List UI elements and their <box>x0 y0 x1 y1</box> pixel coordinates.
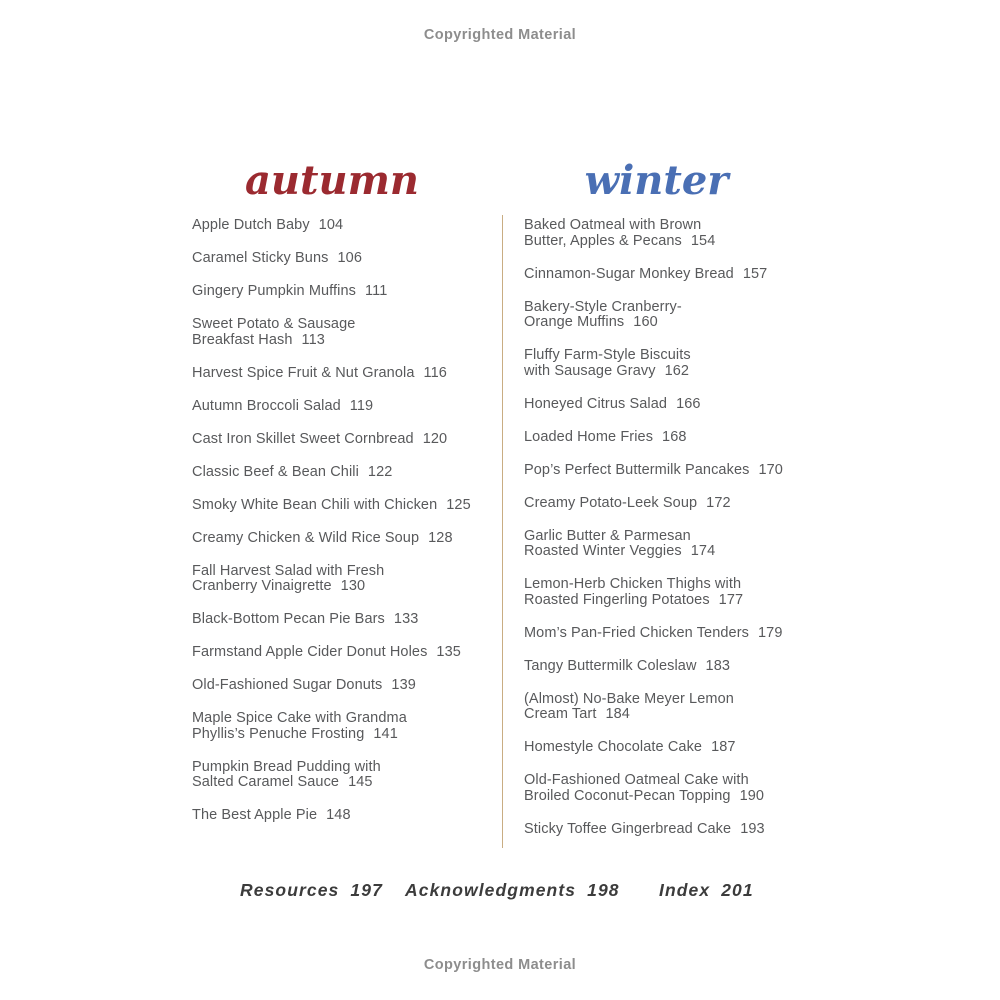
toc-item <box>524 430 814 446</box>
toc-item <box>524 659 814 675</box>
page-number: 106 <box>337 250 362 266</box>
page-number: 157 <box>742 265 768 282</box>
recipe-title-line: Pumpkin Bread Pudding with <box>192 758 381 775</box>
toc-item <box>524 773 814 804</box>
recipe-title-line: Pop’s Perfect Buttermilk Pancakes <box>524 461 750 478</box>
page-number: 130 <box>340 578 366 594</box>
page-number: 198 <box>587 880 620 900</box>
recipe-title-line: Maple Spice Cake with Grandma <box>192 710 407 726</box>
toc-item <box>192 218 492 234</box>
recipe-title-line: Mom’s Pan-Fried Chicken Tenders <box>524 624 749 641</box>
recipe-title-line: Roasted Fingerling Potatoes <box>524 591 710 608</box>
toc-item <box>192 465 492 481</box>
recipe-title-line: Roasted Winter Veggies <box>524 543 682 559</box>
toc-item <box>192 284 492 300</box>
toc-item <box>192 808 492 824</box>
recipe-title-line: Farmstand Apple Cider Donut Holes <box>192 644 428 660</box>
toc-item <box>524 348 814 379</box>
toc-item <box>524 300 814 331</box>
recipe-title-line: Baked Oatmeal with Brown <box>524 217 702 233</box>
recipe-title-line: Cream Tart <box>524 706 597 722</box>
copyright-banner-top: Copyrighted Material <box>423 27 577 43</box>
page-number: 187 <box>711 739 736 755</box>
footer-label: Acknowledgments <box>405 880 577 900</box>
recipe-title-line: Cast Iron Skillet Sweet Cornbread <box>192 430 414 447</box>
page-number: 177 <box>718 591 744 608</box>
toc-item <box>192 711 492 742</box>
recipe-title-line: Loaded Home Fries <box>524 428 654 445</box>
page-number: 172 <box>706 494 731 511</box>
recipe-title-line: Sticky Toffee Gingerbread Cake <box>524 820 732 837</box>
recipe-title-line: with Sausage Gravy <box>524 362 656 379</box>
recipe-title-line: Lemon-Herb Chicken Thighs with <box>524 576 742 592</box>
recipe-title-line: Sweet Potato & Sausage <box>192 316 356 332</box>
toc-item <box>524 740 814 756</box>
page-number: 145 <box>348 774 373 790</box>
page-number: 190 <box>739 787 765 804</box>
toc-item <box>192 432 492 448</box>
recipe-title-line: Homestyle Chocolate Cake <box>524 739 703 755</box>
page-number: 133 <box>393 611 419 627</box>
recipe-title-line: Breakfast Hash <box>192 331 293 348</box>
page-number: 148 <box>326 807 351 823</box>
page-number: 125 <box>446 496 471 513</box>
toc-item <box>192 645 492 661</box>
recipe-title-line: Bakery-Style Cranberry- <box>524 298 682 315</box>
toc-item <box>524 463 814 479</box>
recipe-title-line: Honeyed Citrus Salad <box>524 395 668 412</box>
page-number: 197 <box>350 880 383 900</box>
page-number: 135 <box>436 644 461 660</box>
recipe-title-line: Harvest Spice Fruit & Nut Granola <box>192 364 415 381</box>
toc-item <box>192 366 492 382</box>
recipe-title-line: Creamy Potato-Leek Soup <box>524 494 698 511</box>
section-heading-autumn: autumn <box>245 157 419 204</box>
recipe-title-line: (Almost) No-Bake Meyer Lemon <box>524 690 734 707</box>
section-heading-winter: winter <box>584 157 729 204</box>
page-number: 111 <box>365 283 388 299</box>
page-number: 104 <box>318 217 344 233</box>
page-number: 139 <box>391 677 416 693</box>
page-number: 122 <box>367 463 393 480</box>
recipe-title-line: Garlic Butter & Parmesan <box>524 527 691 544</box>
page-number: 160 <box>633 314 658 330</box>
footer-entry-index <box>659 880 754 901</box>
footer-entry-acknowledgments <box>405 880 620 901</box>
recipe-title-line: Gingery Pumpkin Muffins <box>192 283 357 299</box>
footer-entry-resources <box>240 880 383 901</box>
toc-item <box>192 399 492 415</box>
recipe-title-line: Old-Fashioned Sugar Donuts <box>192 677 383 693</box>
recipe-title-line: Old-Fashioned Oatmeal Cake with <box>524 772 749 788</box>
toc-item <box>192 498 492 514</box>
page-number: 154 <box>690 232 716 249</box>
toc-item <box>192 760 492 791</box>
recipe-title-line: Tangy Buttermilk Coleslaw <box>524 657 697 674</box>
toc-item <box>524 529 814 560</box>
toc-item <box>524 626 814 642</box>
toc-item <box>524 267 814 283</box>
toc-item <box>524 577 814 608</box>
recipe-title-line: Broiled Coconut-Pecan Topping <box>524 787 731 804</box>
page-number: 120 <box>422 430 448 447</box>
toc-item <box>524 692 814 723</box>
recipe-title-line: Salted Caramel Sauce <box>192 774 340 790</box>
recipe-title-line: Fluffy Farm-Style Biscuits <box>524 347 691 363</box>
toc-item <box>192 531 492 547</box>
page-number: 201 <box>721 880 754 900</box>
recipe-title-line: Caramel Sticky Buns <box>192 250 329 266</box>
toc-item <box>192 612 492 628</box>
recipe-title-line: Fall Harvest Salad with Fresh <box>192 562 385 579</box>
recipe-title-line: Butter, Apples & Pecans <box>524 232 682 249</box>
toc-list-autumn <box>192 218 492 841</box>
page-number: 174 <box>690 543 716 559</box>
toc-item <box>192 251 492 267</box>
toc-item <box>524 822 814 838</box>
recipe-title-line: Cranberry Vinaigrette <box>192 578 332 594</box>
page-number: 128 <box>428 529 453 546</box>
recipe-title-line: Orange Muffins <box>524 314 625 330</box>
page-number: 184 <box>605 706 630 722</box>
toc-item <box>524 496 814 512</box>
page-number: 170 <box>758 461 783 478</box>
page-number: 183 <box>705 657 731 674</box>
recipe-title-line: Cinnamon-Sugar Monkey Bread <box>524 265 734 282</box>
toc-item <box>192 564 492 595</box>
page-number: 119 <box>349 397 374 414</box>
recipe-title-line: Black-Bottom Pecan Pie Bars <box>192 611 385 627</box>
copyright-banner-bottom: Copyrighted Material <box>423 957 577 973</box>
recipe-title-line: Creamy Chicken & Wild Rice Soup <box>192 529 420 546</box>
page-number: 168 <box>662 428 687 445</box>
footer-label: Resources <box>240 880 340 900</box>
recipe-title-line: The Best Apple Pie <box>192 807 318 823</box>
recipe-title-line: Phyllis’s Penuche Frosting <box>192 725 365 742</box>
column-divider <box>502 215 503 848</box>
page-number: 116 <box>423 364 447 381</box>
toc-item <box>192 678 492 694</box>
recipe-title-line: Classic Beef & Bean Chili <box>192 463 359 480</box>
recipe-title-line: Autumn Broccoli Salad <box>192 397 341 414</box>
toc-list-winter <box>524 218 814 855</box>
page-number: 193 <box>740 820 765 837</box>
toc-item <box>524 218 814 249</box>
recipe-title-line: Apple Dutch Baby <box>192 217 310 233</box>
footer-label: Index <box>659 880 711 900</box>
page-number: 179 <box>758 624 783 641</box>
recipe-title-line: Smoky White Bean Chili with Chicken <box>192 496 438 513</box>
page-number: 141 <box>373 725 398 742</box>
page-number: 162 <box>664 362 690 379</box>
toc-item <box>192 317 492 348</box>
page-number: 166 <box>676 395 701 412</box>
page-number: 113 <box>301 331 325 348</box>
toc-item <box>524 397 814 413</box>
